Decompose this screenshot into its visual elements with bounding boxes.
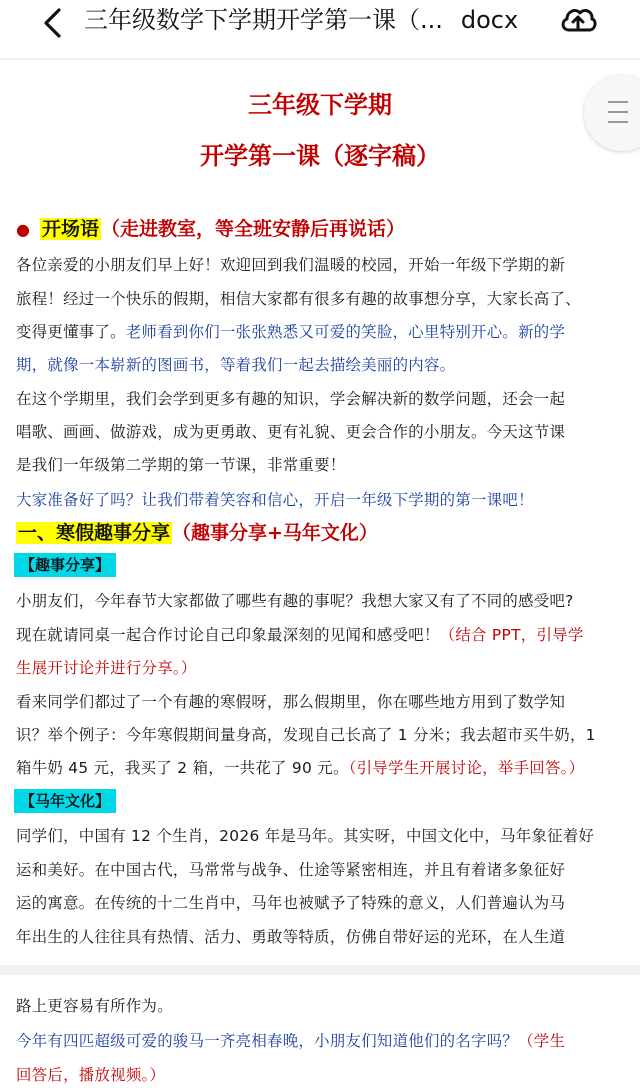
paragraph-line: 同学们，中国有 12 个生肖，2026 年是马年。其实呀，中国文化中，马年象征着好 xyxy=(16,827,595,845)
paragraph-line: 在这个学期里，我们会学到更多有趣的知识，学会解决新的数学问题，还会一起 xyxy=(16,390,566,408)
section-1-label: 一、寒假趣事分享 xyxy=(18,522,171,544)
text-span: （学生 xyxy=(518,1032,566,1050)
document-extension: docx xyxy=(460,6,519,34)
paragraph-line: 期，就像一本崭新的图画书，等着我们一起去描绘美丽的内容。 xyxy=(16,356,456,374)
text-span: （结合 PPT，引导学 xyxy=(439,626,584,644)
paragraph-line: 是我们一年级第二学期的第一节课，非常重要！ xyxy=(16,456,346,474)
text-span: （引导学生开展讨论，举手回答。） xyxy=(348,759,585,777)
opening-label: 开场语 xyxy=(41,218,99,240)
paragraph-line: 年出生的人往往具有热情、活力、勇敢等特质，仿佛自带好运的光环，在人生道 xyxy=(16,928,566,946)
section-opening-heading xyxy=(16,214,405,245)
section-1-heading xyxy=(16,518,378,548)
document-name: 三年级数学下学期开学第一课（... xyxy=(84,6,443,34)
chevron-left-icon[interactable] xyxy=(38,6,68,40)
paragraph-line xyxy=(16,622,640,648)
text-span: 现在就请同桌一起合作讨论自己印象最深刻的见闻和感受吧！ xyxy=(16,626,440,644)
paragraph-line xyxy=(16,319,640,345)
text-span: 老师看到你们一张张熟悉又可爱的笑脸，心里特别开心。新的学 xyxy=(125,323,566,341)
paragraph-line xyxy=(16,1028,640,1054)
doc-title-line1: 三年级下学期 xyxy=(248,91,392,119)
section-1-note: （趣事分享+马年文化） xyxy=(172,522,378,544)
paragraph-line xyxy=(16,755,640,781)
bullet-dot: ● xyxy=(16,220,30,239)
paragraph-line: 回答后，播放视频。） xyxy=(16,1066,166,1084)
paragraph-line: 路上更容易有所作为。 xyxy=(16,997,173,1015)
text-span: 箱牛奶 45 元，我买了 2 箱，一共花了 90 元。 xyxy=(16,759,349,777)
text-span: 变得更懂事了。 xyxy=(16,323,126,341)
paragraph-line: 识？举个例子：今年寒假期间量身高，发现自己长高了 1 分米；我去超市买牛奶，1 xyxy=(16,726,596,744)
paragraph-line: 大家准备好了吗？让我们带着笑容和信心，开启一年级下学期的第一课吧！ xyxy=(16,491,534,509)
paragraph-line: 小朋友们，今年春节大家都做了哪些有趣的事呢？我想大家又有了不同的感受吧? xyxy=(16,592,574,610)
paragraph-line: 旅程！经过一个快乐的假期，相信大家都有很多有趣的故事想分享，大家长高了、 xyxy=(16,290,581,308)
paragraph-line: 看来同学们都过了一个有趣的寒假呀，那么假期里，你在哪些地方用到了数学知 xyxy=(16,693,566,711)
paragraph-line: 生展开讨论并进行分享。） xyxy=(16,659,197,677)
cloud-upload-icon[interactable] xyxy=(558,2,598,38)
document-page-2[interactable] xyxy=(0,975,640,1088)
paragraph-line: 运的寓意。在传统的十二生肖中，马年也被赋予了特殊的意义，人们普遍认为马 xyxy=(16,894,566,912)
document-page[interactable] xyxy=(0,60,640,965)
tag-fun-stories: 【趣事分享】 xyxy=(14,553,116,577)
document-title xyxy=(84,2,554,38)
top-bar xyxy=(0,0,640,58)
paragraph-line: 运和美好。在中国古代，马常常与战争、仕途等紧密相连，并且有着诸多象征好 xyxy=(16,861,566,879)
doc-title-line2: 开学第一课（逐字稿） xyxy=(200,142,440,170)
paragraph-line: 唱歌、画画、做游戏，成为更勇敢、更有礼貌、更会合作的小朋友。今天这节课 xyxy=(16,423,566,441)
tag-horse-year-culture: 【马年文化】 xyxy=(14,789,116,813)
opening-note: （走进教室，等全班安静后再说话） xyxy=(100,218,405,240)
paragraph-line: 各位亲爱的小朋友们早上好！欢迎回到我们温暖的校园，开始一年级下学期的新 xyxy=(16,256,566,274)
text-span: 今年有四匹超级可爱的骏马一齐亮相春晚，小朋友们知道他们的名字吗？ xyxy=(16,1032,519,1050)
